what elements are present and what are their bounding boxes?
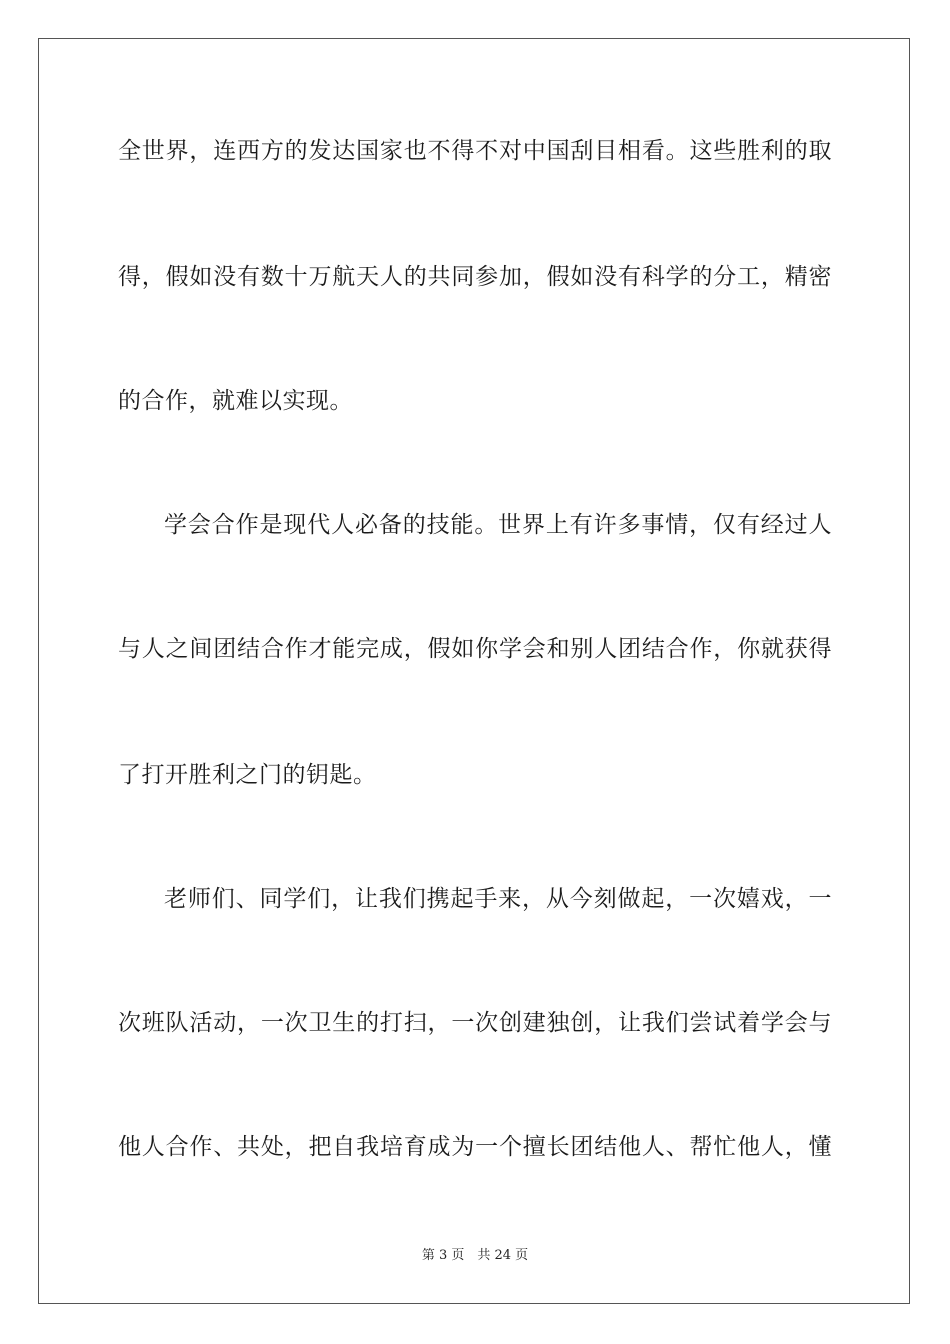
paragraph-3-line-3: 他人合作、共处，把自我培育成为一个擅长团结他人、帮忙他人，懂 [118,1134,832,1160]
page-frame [38,38,910,1304]
paragraph-2-line-3: 了打开胜利之门的钥匙。 [118,762,377,788]
paragraph-2-line-1: 学会合作是现代人必备的技能。世界上有许多事情，仅有经过人 [164,512,832,538]
paragraph-2-line-2: 与人之间团结合作才能完成，假如你学会和别人团结合作，你就获得 [118,636,832,662]
paragraph-3-line-2: 次班队活动，一次卫生的打扫，一次创建独创，让我们尝试着学会与 [118,1010,832,1036]
paragraph-1-line-2: 得，假如没有数十万航天人的共同参加，假如没有科学的分工，精密 [118,264,832,290]
paragraph-1-line-1: 全世界，连西方的发达国家也不得不对中国刮目相看。这些胜利的取 [118,138,832,164]
paragraph-3-line-1: 老师们、同学们，让我们携起手来，从今刻做起，一次嬉戏，一 [164,886,832,912]
page-number-footer: 第 3 页 共 24 页 [421,1248,529,1263]
paragraph-1-line-3: 的合作，就难以实现。 [118,388,353,414]
